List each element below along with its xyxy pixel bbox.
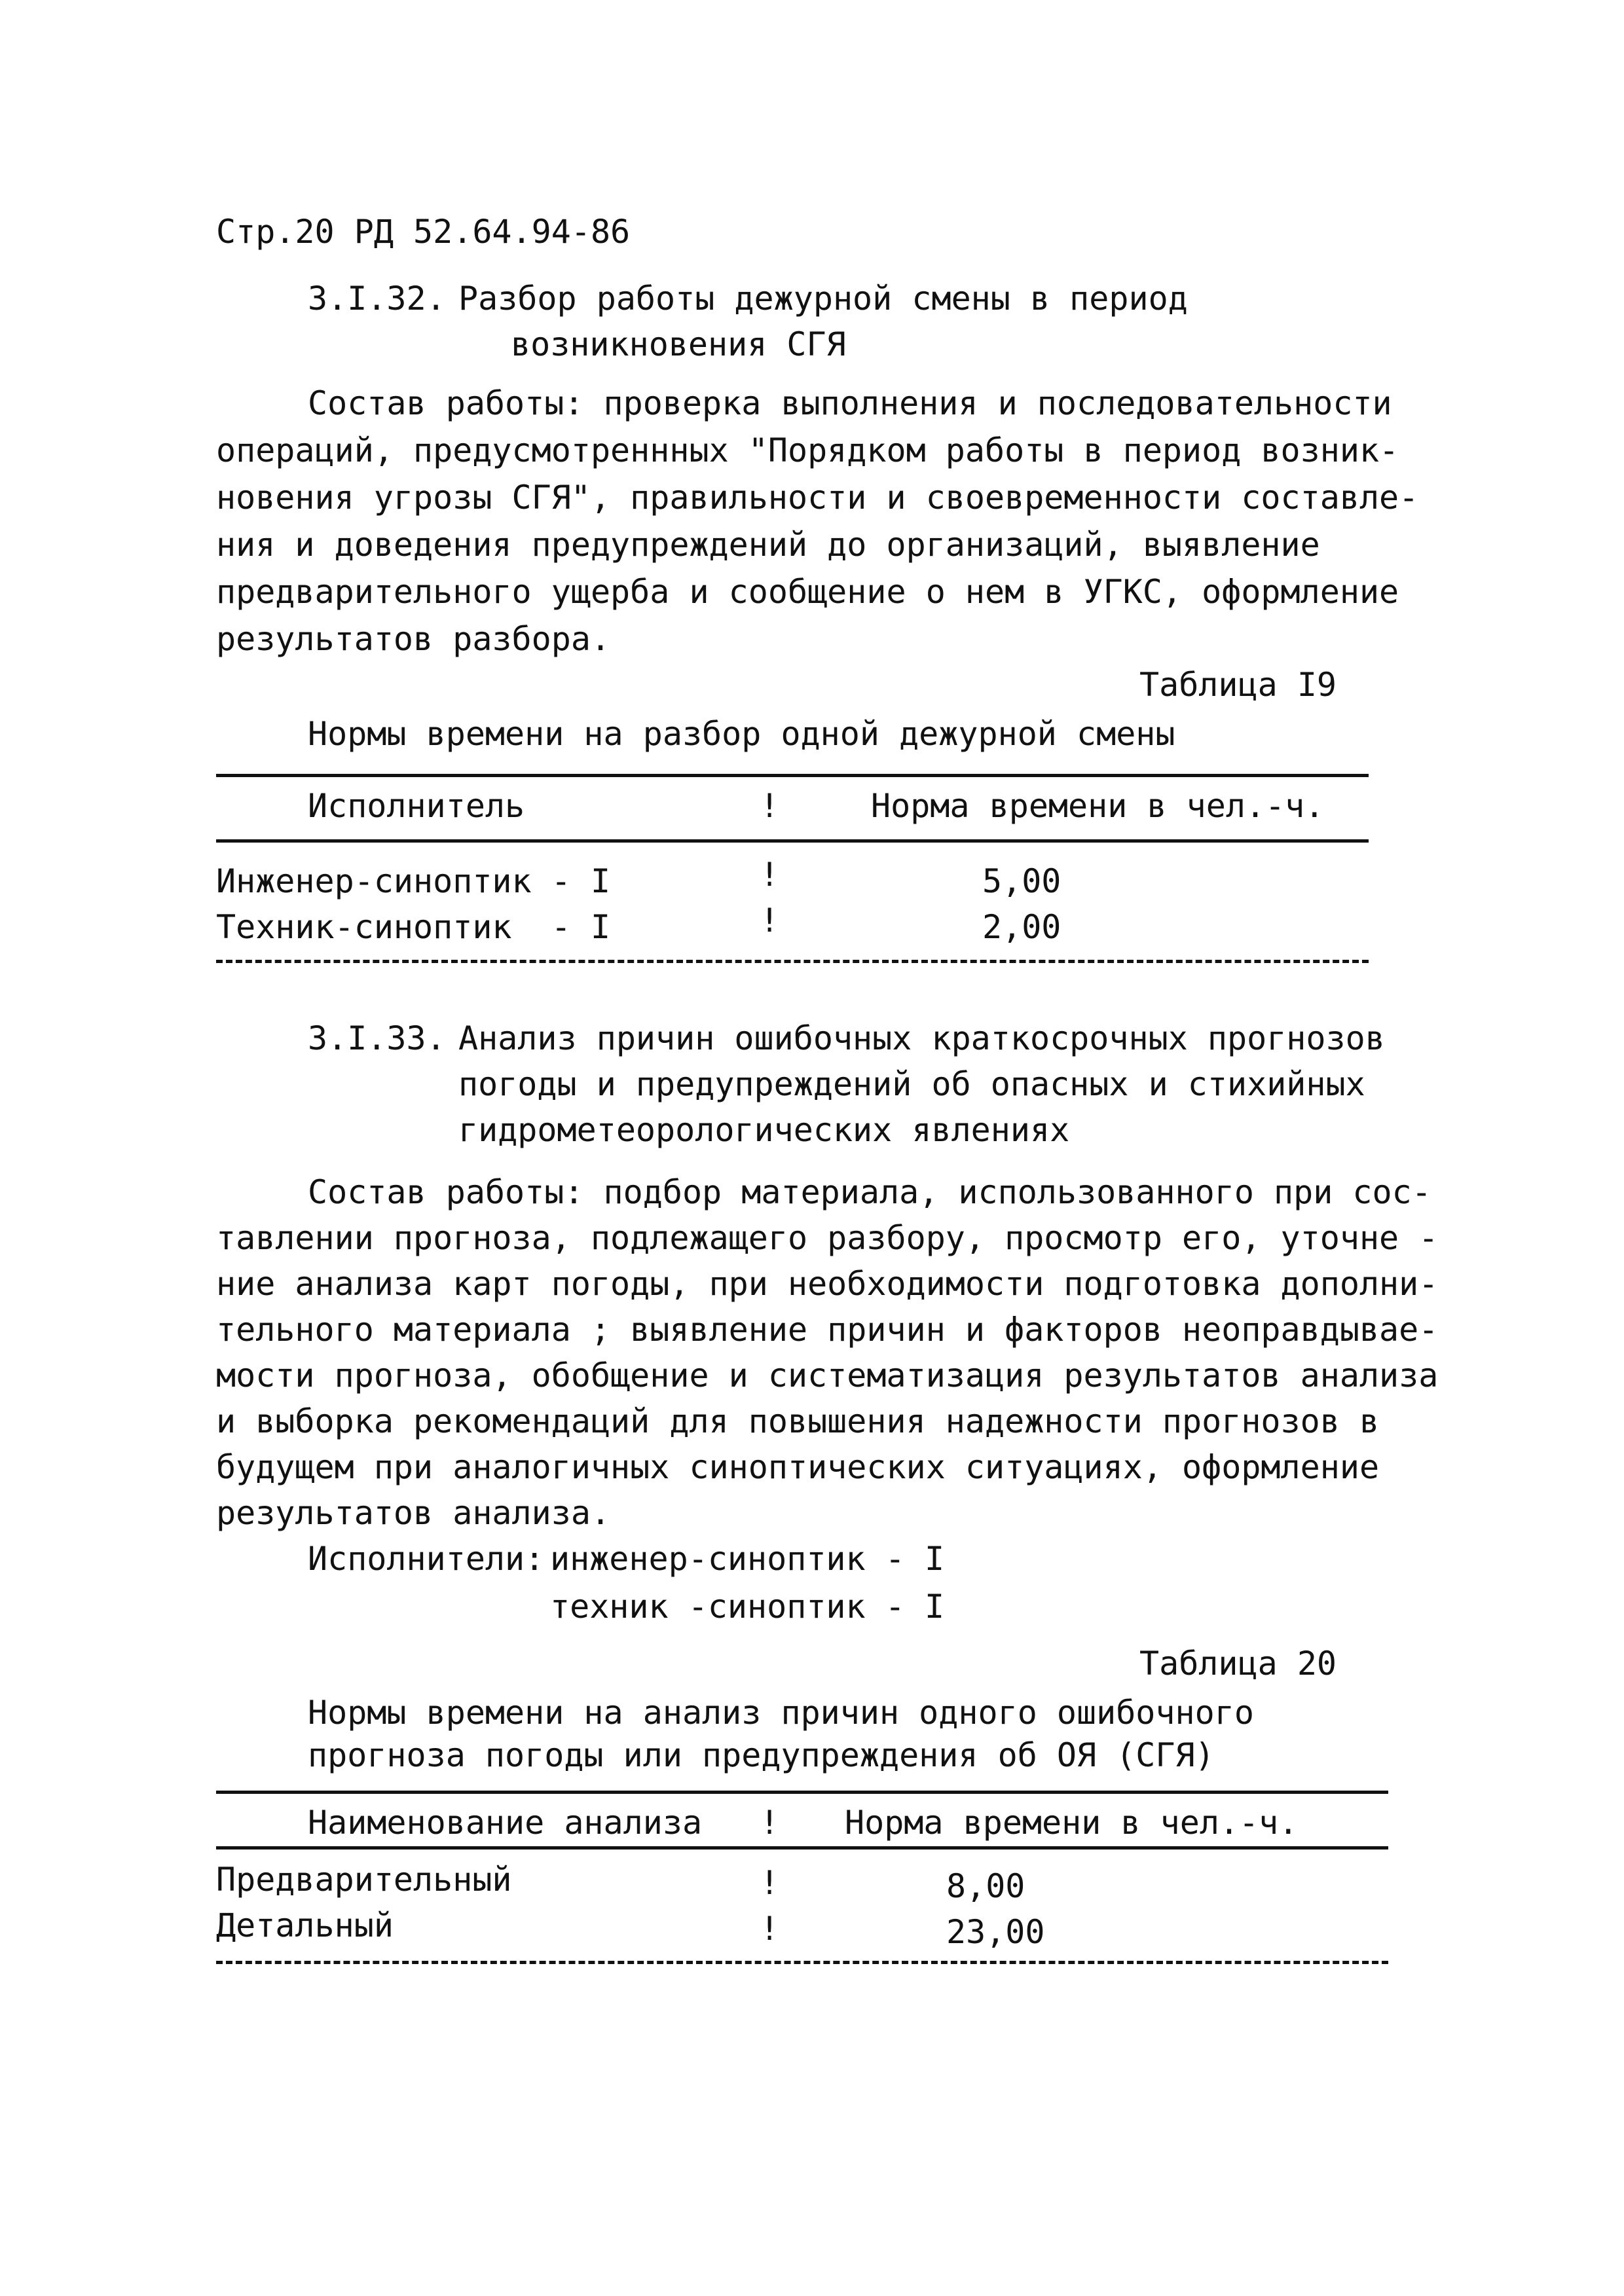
- column-separator: !: [760, 902, 780, 939]
- table-header-cell: Исполнитель: [308, 787, 525, 825]
- body-line: операций, предусмотреннных "Порядком работы в период возник-: [216, 431, 1399, 469]
- table-rule-dashed: [216, 1961, 1388, 1964]
- body-line: результатов разбора.: [216, 620, 611, 658]
- section-title-line: гидрометеорологических явлениях: [458, 1111, 1070, 1149]
- section-title-line: погоды и предупреждений об опасных и стихийных: [458, 1065, 1365, 1103]
- body-line: мости прогноза, обобщение и систематизация результатов анализа: [216, 1357, 1439, 1394]
- table-header-cell: Норма времени в чел.-ч.: [871, 787, 1325, 825]
- section-title-line: Разбор работы дежурной смены в период: [458, 280, 1188, 318]
- table-rule: [216, 774, 1369, 777]
- table-title-line: прогноза погоды или предупреждения об ОЯ (СГЯ): [308, 1736, 1215, 1774]
- column-separator: !: [760, 1910, 780, 1948]
- table-row-value: 23,00: [946, 1913, 1045, 1951]
- page-header: Стр.20 РД 52.64.94-86: [216, 213, 631, 251]
- body-line: Состав работы: проверка выполнения и последовательности: [308, 384, 1392, 422]
- table-rule: [216, 1846, 1388, 1850]
- performer-line: инженер-синоптик - I: [550, 1540, 945, 1578]
- body-line: Состав работы: подбор материала, использованного при сос-: [308, 1173, 1431, 1211]
- table-header-cell: Наименование анализа: [308, 1804, 703, 1842]
- body-line: ния и доведения предупреждений до организаций, выявление: [216, 526, 1320, 564]
- table-row-name: Техник-синоптик - I: [216, 908, 611, 946]
- body-line: предварительного ущерба и сообщение о нем в УГКС, оформление: [216, 573, 1399, 611]
- body-line: новения угрозы СГЯ", правильности и своевременности составле-: [216, 479, 1419, 517]
- table-title-line: Нормы времени на анализ причин одного ошибочного: [308, 1694, 1254, 1732]
- column-separator: !: [760, 787, 780, 825]
- performers-label: Исполнители:: [308, 1540, 545, 1578]
- body-line: будущем при аналогичных синоптических ситуациях, оформление: [216, 1448, 1380, 1486]
- table-rule: [216, 1791, 1388, 1794]
- body-line: ние анализа карт погоды, при необходимости подготовка дополни-: [216, 1265, 1439, 1303]
- section-title-line: возникновения СГЯ: [511, 325, 846, 363]
- column-separator: !: [760, 1804, 780, 1842]
- section-number: 3.I.32.: [308, 280, 446, 318]
- table-label: Таблица I9: [1139, 666, 1337, 704]
- body-line: результатов анализа.: [216, 1494, 611, 1532]
- performer-line: техник -синоптик - I: [550, 1588, 945, 1626]
- table-row-value: 8,00: [946, 1867, 1025, 1905]
- table-row-name: Инженер-синоптик - I: [216, 862, 611, 900]
- table-row-name: Предварительный: [216, 1861, 512, 1899]
- body-line: и выборка рекомендаций для повышения надежности прогнозов в: [216, 1402, 1380, 1440]
- table-row-value: 5,00: [982, 862, 1061, 900]
- table-header-cell: Норма времени в чел.-ч.: [845, 1804, 1299, 1842]
- section-title-line: Анализ причин ошибочных краткосрочных прогнозов: [458, 1019, 1385, 1057]
- table-rule: [216, 839, 1369, 843]
- table-rule-dashed: [216, 960, 1369, 963]
- column-separator: !: [760, 856, 780, 894]
- table-row-value: 2,00: [982, 908, 1061, 946]
- body-line: тельного материала ; выявление причин и факторов неоправдывае-: [216, 1311, 1439, 1349]
- column-separator: !: [760, 1864, 780, 1902]
- body-line: тавлении прогноза, подлежащего разбору, просмотр его, уточне -: [216, 1219, 1439, 1257]
- table-label: Таблица 20: [1139, 1645, 1337, 1683]
- table-row-name: Детальный: [216, 1906, 394, 1944]
- section-number: 3.I.33.: [308, 1019, 446, 1057]
- table-title: Нормы времени на разбор одной дежурной смены: [308, 715, 1175, 753]
